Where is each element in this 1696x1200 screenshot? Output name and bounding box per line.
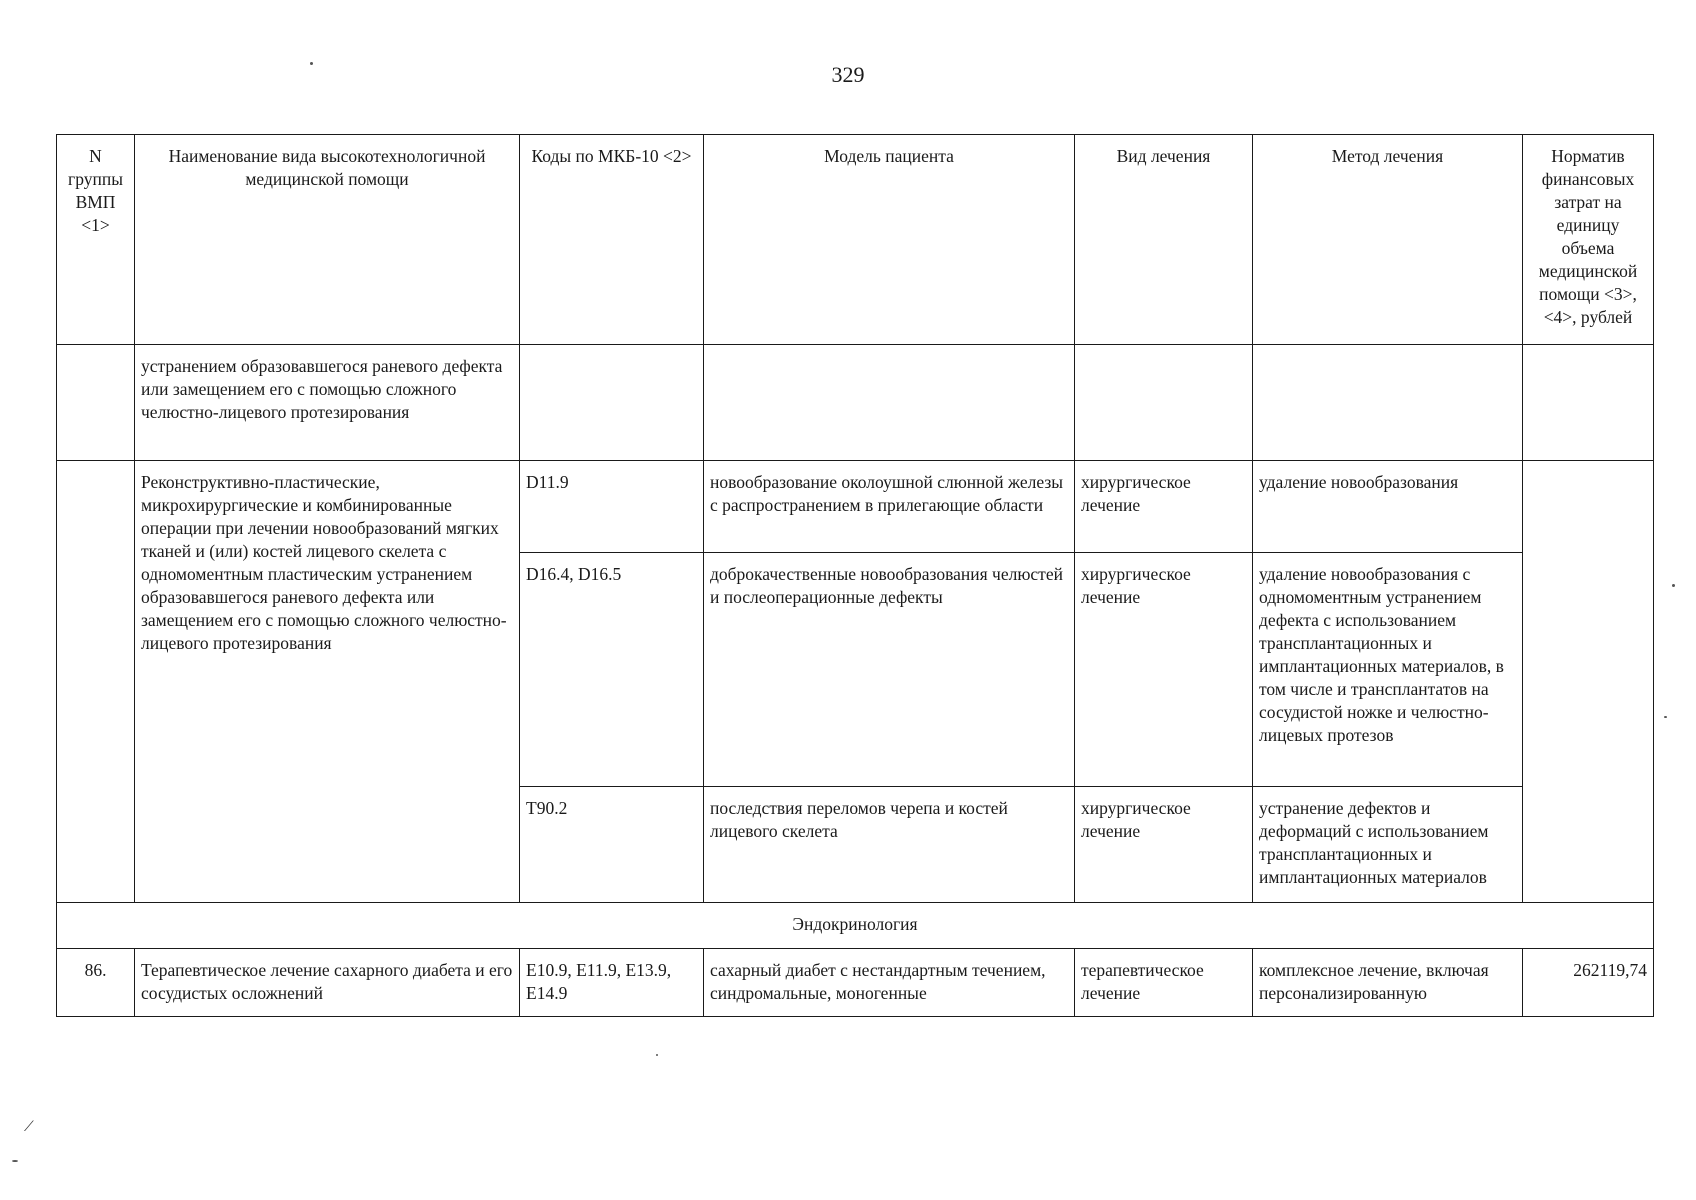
page-number: 329: [831, 62, 865, 87]
cont-name-cell: устранением образовавшегося раневого дефекта или замещением его с помощью сложного челюстно-лицевого протезирования: [135, 345, 520, 461]
row-86: [57, 949, 1654, 1017]
scan-mark: ⟋: [24, 1120, 34, 1135]
vmp-table: [56, 134, 1654, 1017]
row86-name: Терапевтическое лечение сахарного диабета и его сосудистых осложнений: [135, 949, 520, 1017]
row1-codes: D11.9: [520, 461, 704, 553]
header-name: Наименование вида высокотехнологичной медицинской помощи: [135, 135, 520, 345]
row86-method: комплексное лечение, включая персонализированную: [1253, 949, 1523, 1017]
row1-type: хирургическое лечение: [1075, 461, 1253, 553]
row86-type: терапевтическое лечение: [1075, 949, 1253, 1017]
row86-number: 86.: [57, 949, 135, 1017]
header-model: Модель пациента: [704, 135, 1075, 345]
header-codes: Коды по МКБ-10 <2>: [520, 135, 704, 345]
row1-model: новообразование околоушной слюнной железы с распространением в прилегающие области: [704, 461, 1075, 553]
row2-method: удаление новообразования с одномоментным устранением дефекта с использованием трансплантационных и имплантационных материалов, в том числе и трансплантатов на сосудистой ножке и челюстно-лицевых протезов: [1253, 553, 1523, 787]
scan-speck: [1672, 584, 1675, 587]
cont-type-cell: [1075, 345, 1253, 461]
section-title: Эндокринология: [57, 903, 1654, 949]
cont-group-cell: [57, 345, 135, 461]
block-name-cell: Реконструктивно-пластические, микрохирургические и комбинированные операции при лечении новообразований мягких тканей и (или) костей лицевого скелета с одномоментным пластическим устранением образовавшегося раневого дефекта или замещением его с помощью сложного челюстно-лицевого протезирования: [135, 461, 520, 903]
cont-method-cell: [1253, 345, 1523, 461]
cont-codes-cell: [520, 345, 704, 461]
row1-method: удаление новообразования: [1253, 461, 1523, 553]
header-group: N группы ВМП <1>: [57, 135, 135, 345]
row86-codes: E10.9, E11.9, E13.9, E14.9: [520, 949, 704, 1017]
header-treatment-type: Вид лечения: [1075, 135, 1253, 345]
header-method: Метод лечения: [1253, 135, 1523, 345]
row3-type: хирургическое лечение: [1075, 787, 1253, 903]
scan-speck: [1664, 716, 1667, 718]
row3-model: последствия переломов черепа и костей лицевого скелета: [704, 787, 1075, 903]
scan-speck: [12, 1160, 18, 1162]
row86-model: сахарный диабет с нестандартным течением, синдромальные, моногенные: [704, 949, 1075, 1017]
cont-cost-cell: [1523, 345, 1654, 461]
cont-model-cell: [704, 345, 1075, 461]
row86-cost: 262119,74: [1523, 949, 1654, 1017]
row3-codes: T90.2: [520, 787, 704, 903]
row2-codes: D16.4, D16.5: [520, 553, 704, 787]
row2-type: хирургическое лечение: [1075, 553, 1253, 787]
section-row: [57, 903, 1654, 949]
scan-speck: [656, 1054, 658, 1056]
header-cost: Норматив финансовых затрат на единицу объема медицинской помощи <3>, <4>, рублей: [1523, 135, 1654, 345]
block-cost-cell: [1523, 461, 1654, 903]
scan-speck: [310, 62, 313, 65]
row2-model: доброкачественные новообразования челюстей и послеоперационные дефекты: [704, 553, 1075, 787]
continuation-row: [57, 345, 1654, 461]
row3-method: устранение дефектов и деформаций с использованием трансплантационных и имплантационных материалов: [1253, 787, 1523, 903]
block-group-cell: [57, 461, 135, 903]
header-row: [57, 135, 1654, 345]
block-row-1: [57, 461, 1654, 553]
